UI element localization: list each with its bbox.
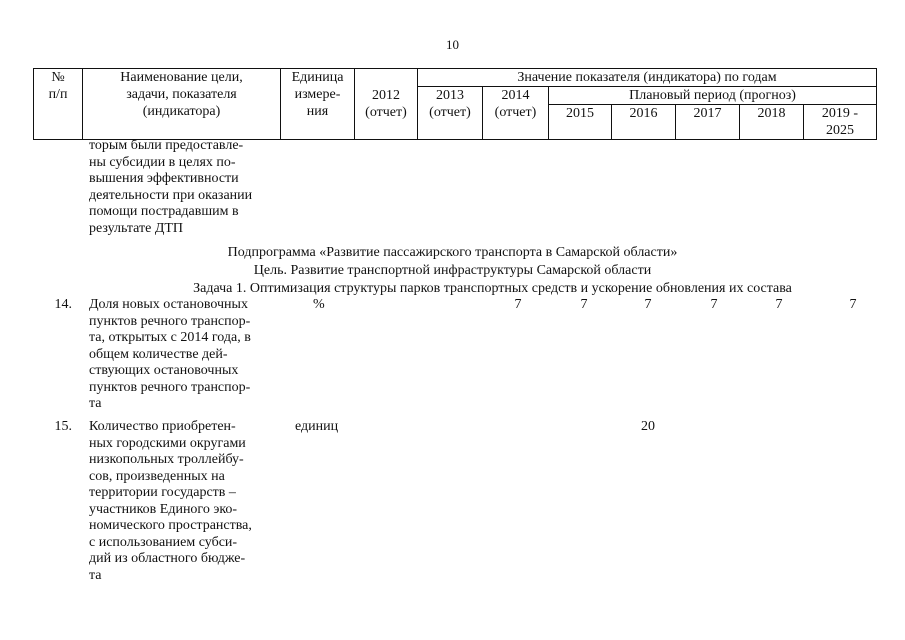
header-year-2012: 2012 (отчет) [355, 87, 418, 140]
row-15-number: 15. [54, 419, 72, 434]
header-planned-title: Плановый период (прогноз) [549, 87, 877, 105]
header-year-2019-2025: 2019 - 2025 [804, 105, 877, 140]
header-year-2013: 2013 (отчет) [418, 87, 483, 140]
row-15-unit: единиц [295, 419, 339, 434]
header-col-name: Наименование цели, задачи, показателя (индикатора) [83, 69, 281, 140]
header-col-number: № п/п [34, 69, 83, 140]
header-values-title: Значение показателя (индикатора) по годам [418, 69, 877, 87]
header-year-2018: 2018 [740, 105, 804, 140]
goal-heading: Цель. Развитие транспортной инфраструктуры Самарской области [253, 263, 652, 278]
header-year-2014: 2014 (отчет) [483, 87, 549, 140]
row-14-number: 14. [54, 297, 72, 312]
row-15-value-2016: 20 [641, 419, 655, 434]
header-year-2015: 2015 [549, 105, 612, 140]
row-14-value-2017: 7 [710, 297, 718, 312]
header-year-2016: 2016 [612, 105, 676, 140]
subprogram-heading: Подпрограмма «Развитие пассажирского транспорта в Самарской области» [227, 245, 678, 260]
indicator-table-header [33, 68, 877, 140]
continuation-text: торым были предоставле- ны субсидии в целях по- вышения эффективности деятельности при оказании помощи пострадавшим в результате ДТП [89, 138, 253, 236]
row-14-name: Доля новых остановочных пунктов речного транспор- та, открытых с 2014 года, в общем количестве дей- ствующих остановочных пунктов речного транспор- та [89, 297, 251, 411]
row-14-unit: % [313, 297, 325, 312]
row-14-value-2015: 7 [580, 297, 588, 312]
row-15-name: Количество приобретен- ных городскими округами низкопольных троллейбу- сов, произведенных на территории государств – участников Единого эко- номического пространства, с использованием субси- дий из областного бюдже- та [89, 419, 252, 583]
row-14-value-2014: 7 [514, 297, 522, 312]
row-14-value-2018: 7 [775, 297, 783, 312]
row-14-value-2016: 7 [644, 297, 652, 312]
row-14-value-2019-2025: 7 [849, 297, 857, 312]
task-heading: Задача 1. Оптимизация структуры парков транспортных средств и ускорение обновления их состава [193, 281, 792, 296]
header-col-unit: Единица измере- ния [281, 69, 355, 140]
page-number: 10 [446, 37, 459, 52]
header-year-2017: 2017 [676, 105, 740, 140]
